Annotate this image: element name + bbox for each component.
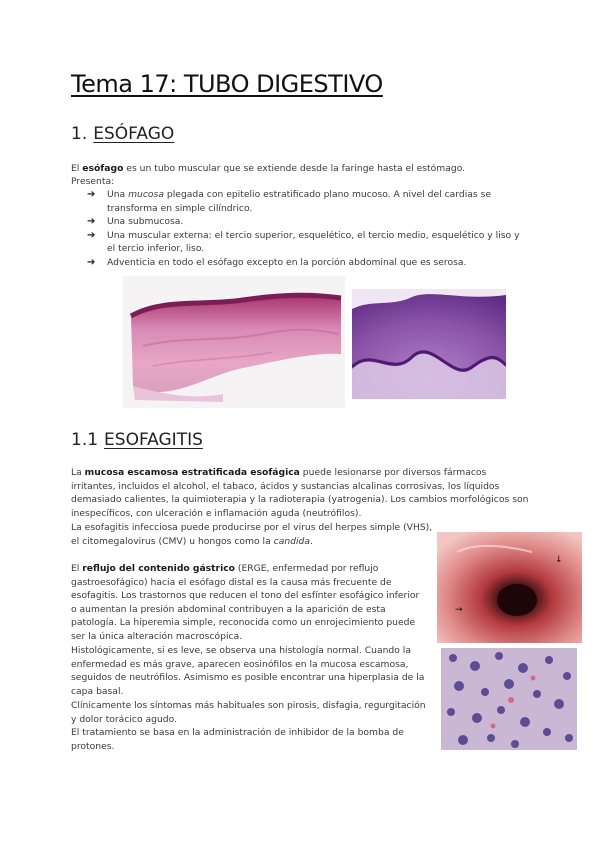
esofagitis-paragraph-1: La mucosa escamosa estratificada esofágica puede lesionarse por diversos fármacos irritantes, incluidos el alcohol, el tabaco, ácidos y sustancias alcalinas corrosivas, los líquidos demasiado calientes, la quimioterapia y la radioterapia (yatrogenia). Los cambios morfológicos son inespecíficos, con ulceración e inflamación aguda (neutrófilos). <box>71 467 529 519</box>
esofagitis-paragraph-2: La esofagitis infecciosa puede producirse por el virus del herpes simple (VHS), el citomegalovirus (CMV) u hongos como la candida. <box>71 522 433 547</box>
histology-epithelium-icon <box>352 289 506 399</box>
histology-eosinophils-icon <box>441 648 577 750</box>
section-number: 1. <box>71 124 88 144</box>
list-item: ➔ Una submucosa. <box>87 216 184 228</box>
esophagus-section-image <box>123 276 345 408</box>
svg-text:↓: ↓ <box>555 555 563 565</box>
endoscopy-esophagitis-icon <box>437 532 582 643</box>
section-number: 1.1 <box>71 430 99 450</box>
arrow-bullet-icon: ➔ <box>87 229 96 241</box>
page-title: Tema 17: TUBO DIGESTIVO <box>71 70 383 98</box>
esofagitis-paragraph-3: El reflujo del contenido gástrico (ERGE, enfermedad por reflujo gastroesofágico) hacia el esófago distal es la causa más frecuente de esofagitis. Los trastornos que reducen el tono del esfínter esofágico inferior o aumentan la presión abdominal contribuyen a la aparición de esta patología. La hiperemia simple, reconocida como un enrojecimiento puede ser la única alteración macroscópica. <box>71 563 420 642</box>
esofagitis-paragraph-5: Clínicamente los síntomas más habituales son pirosis, disfagia, regurgitación y dolor torácico agudo. <box>71 700 426 725</box>
arrow-bullet-icon: ➔ <box>87 256 96 268</box>
esofagitis-paragraph-6: El tratamiento se basa en la administración de inhibidor de la bomba de protones. <box>71 727 404 752</box>
list-item: ➔ Adventicia en todo el esófago excepto en la porción abdominal que es serosa. <box>87 256 467 268</box>
esofago-layers-list <box>87 188 527 270</box>
svg-text:→: → <box>455 605 463 615</box>
list-item: ➔ Una muscular externa: el tercio superior, esquelético, el tercio medio, esquelético y liso y el tercio inferior, liso. <box>87 229 520 255</box>
section-title: ESÓFAGO <box>93 124 175 144</box>
list-item: ➔ Una mucosa plegada con epitelio estratificado plano mucoso. A nivel del cardias se transforma en simple cilíndrico. <box>87 189 492 214</box>
arrow-bullet-icon: ➔ <box>87 216 96 228</box>
eosinophils-image <box>441 648 577 750</box>
presenta-label: Presenta: <box>71 176 115 187</box>
endoscopy-image <box>437 532 582 643</box>
esophagus-epithelium-image <box>352 289 506 399</box>
term-esofago: esófago <box>82 163 124 174</box>
section-heading-esofagitis <box>71 430 203 450</box>
esofago-intro: El esófago es un tubo muscular que se extiende desde la faringe hasta el estómago. <box>71 163 466 174</box>
esofagitis-paragraph-4: Histológicamente, si es leve, se observa una histología normal. Cuando la enfermedad es más grave, aparecen eosinófilos en la mucosa escamosa, seguidos de neutrófilos. Asimismo es posible encontrar una hiperplasia de la capa basal. <box>71 645 425 697</box>
histology-low-magnification-icon <box>123 276 345 408</box>
section-title: ESOFAGITIS <box>104 430 203 450</box>
section-heading-esofago <box>71 124 174 144</box>
arrow-bullet-icon: ➔ <box>87 189 96 200</box>
